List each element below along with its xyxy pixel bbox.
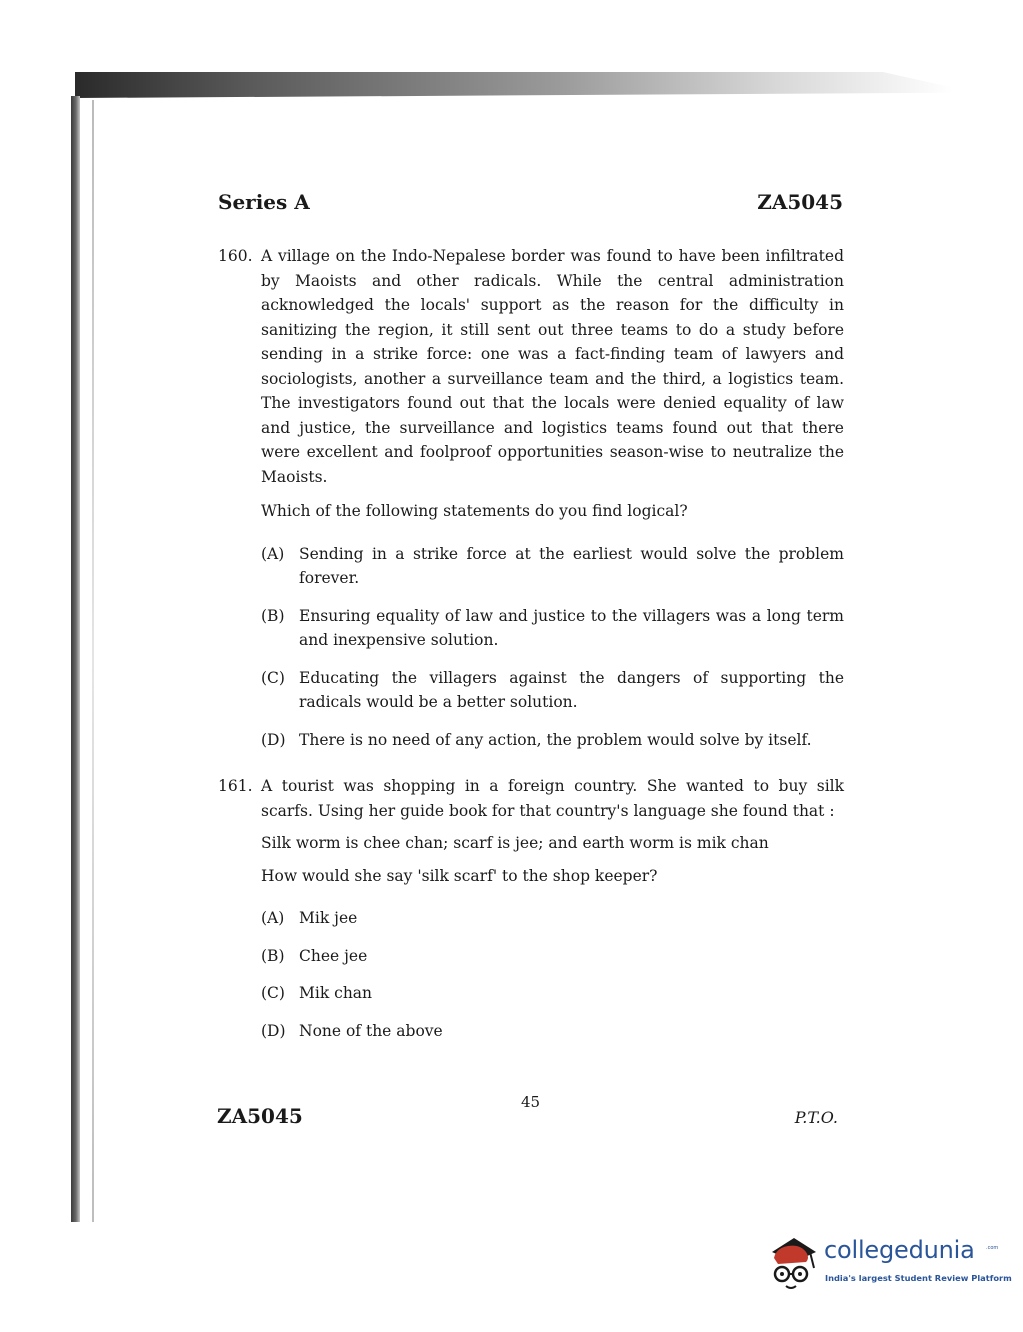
option-b bbox=[261, 604, 844, 653]
option-label: (A) bbox=[261, 544, 285, 563]
question-160 bbox=[218, 244, 844, 765]
paper-code-header: ZA5045 bbox=[757, 190, 843, 214]
series-label: Series A bbox=[218, 190, 310, 214]
collegedunia-logo bbox=[766, 1228, 1012, 1292]
question-number: 161. bbox=[218, 777, 253, 795]
option-label: (C) bbox=[261, 668, 285, 687]
option-b bbox=[261, 944, 844, 969]
option-text: Mik chan bbox=[299, 984, 373, 1002]
option-text: There is no need of any action, the problem would solve by itself. bbox=[299, 730, 812, 749]
option-label: (D) bbox=[261, 730, 286, 749]
option-label: (C) bbox=[261, 984, 285, 1002]
option-label: (B) bbox=[261, 946, 285, 965]
question-prompt: How would she say 'silk scarf' to the shop keeper? bbox=[261, 866, 658, 885]
option-a bbox=[261, 906, 844, 931]
option-text: None of the above bbox=[299, 1021, 443, 1040]
pto-label: P.T.O. bbox=[794, 1108, 838, 1127]
scan-shadow-left-inner bbox=[92, 100, 94, 1222]
paper-code-footer: ZA5045 bbox=[217, 1104, 303, 1128]
option-c bbox=[261, 666, 844, 715]
question-clue: Silk worm is chee chan; scarf is jee; and earth worm is mik chan bbox=[261, 834, 769, 852]
option-text: Sending in a strike force at the earliest would solve the problem forever. bbox=[299, 544, 844, 587]
option-d bbox=[261, 728, 844, 753]
question-161 bbox=[218, 774, 844, 1056]
option-text: Educating the villagers against the dangers of supporting the radicals would be a better solution. bbox=[299, 668, 844, 711]
option-label: (B) bbox=[261, 606, 285, 625]
option-label: (A) bbox=[261, 909, 285, 927]
logo-tagline: India's largest Student Review Platform bbox=[825, 1273, 1012, 1283]
question-number: 160. bbox=[218, 247, 253, 265]
option-a bbox=[261, 542, 844, 591]
question-stem: A tourist was shopping in a foreign country. She wanted to buy silk scarfs. Using her guide book for that country's language she found that : bbox=[261, 777, 844, 820]
option-d bbox=[261, 1019, 844, 1044]
scan-shadow-top bbox=[75, 72, 953, 98]
option-label: (D) bbox=[261, 1021, 286, 1040]
option-c bbox=[261, 981, 844, 1006]
page-number: 45 bbox=[521, 1093, 541, 1111]
logo-domain-suffix: .com bbox=[986, 1245, 999, 1251]
option-text: Ensuring equality of law and justice to the villagers was a long term and inexpensive solution. bbox=[299, 606, 844, 649]
logo-brand-text: collegedunia bbox=[824, 1236, 975, 1264]
option-text: Chee jee bbox=[299, 946, 368, 965]
mascot-icon bbox=[766, 1228, 824, 1292]
question-stem: A village on the Indo-Nepalese border was found to have been infiltrated by Maoists and other radicals. While the central administration acknowledged the locals' support as the reason for the difficulty in sanitizing the region, it still sent out three teams to do a study before sending in a strike force: one was a fact-finding team of lawyers and sociologists, another a surveillance team and the third, a logistics team. The investigators found out that the locals were denied equality of law and justice, the surveillance and logistics teams found out that there were excellent and foolproof opportunities season-wise to neutralize the Maoists. bbox=[261, 247, 844, 486]
scan-shadow-left bbox=[71, 96, 80, 1222]
option-text: Mik jee bbox=[299, 909, 358, 927]
question-prompt: Which of the following statements do you find logical? bbox=[261, 502, 688, 520]
